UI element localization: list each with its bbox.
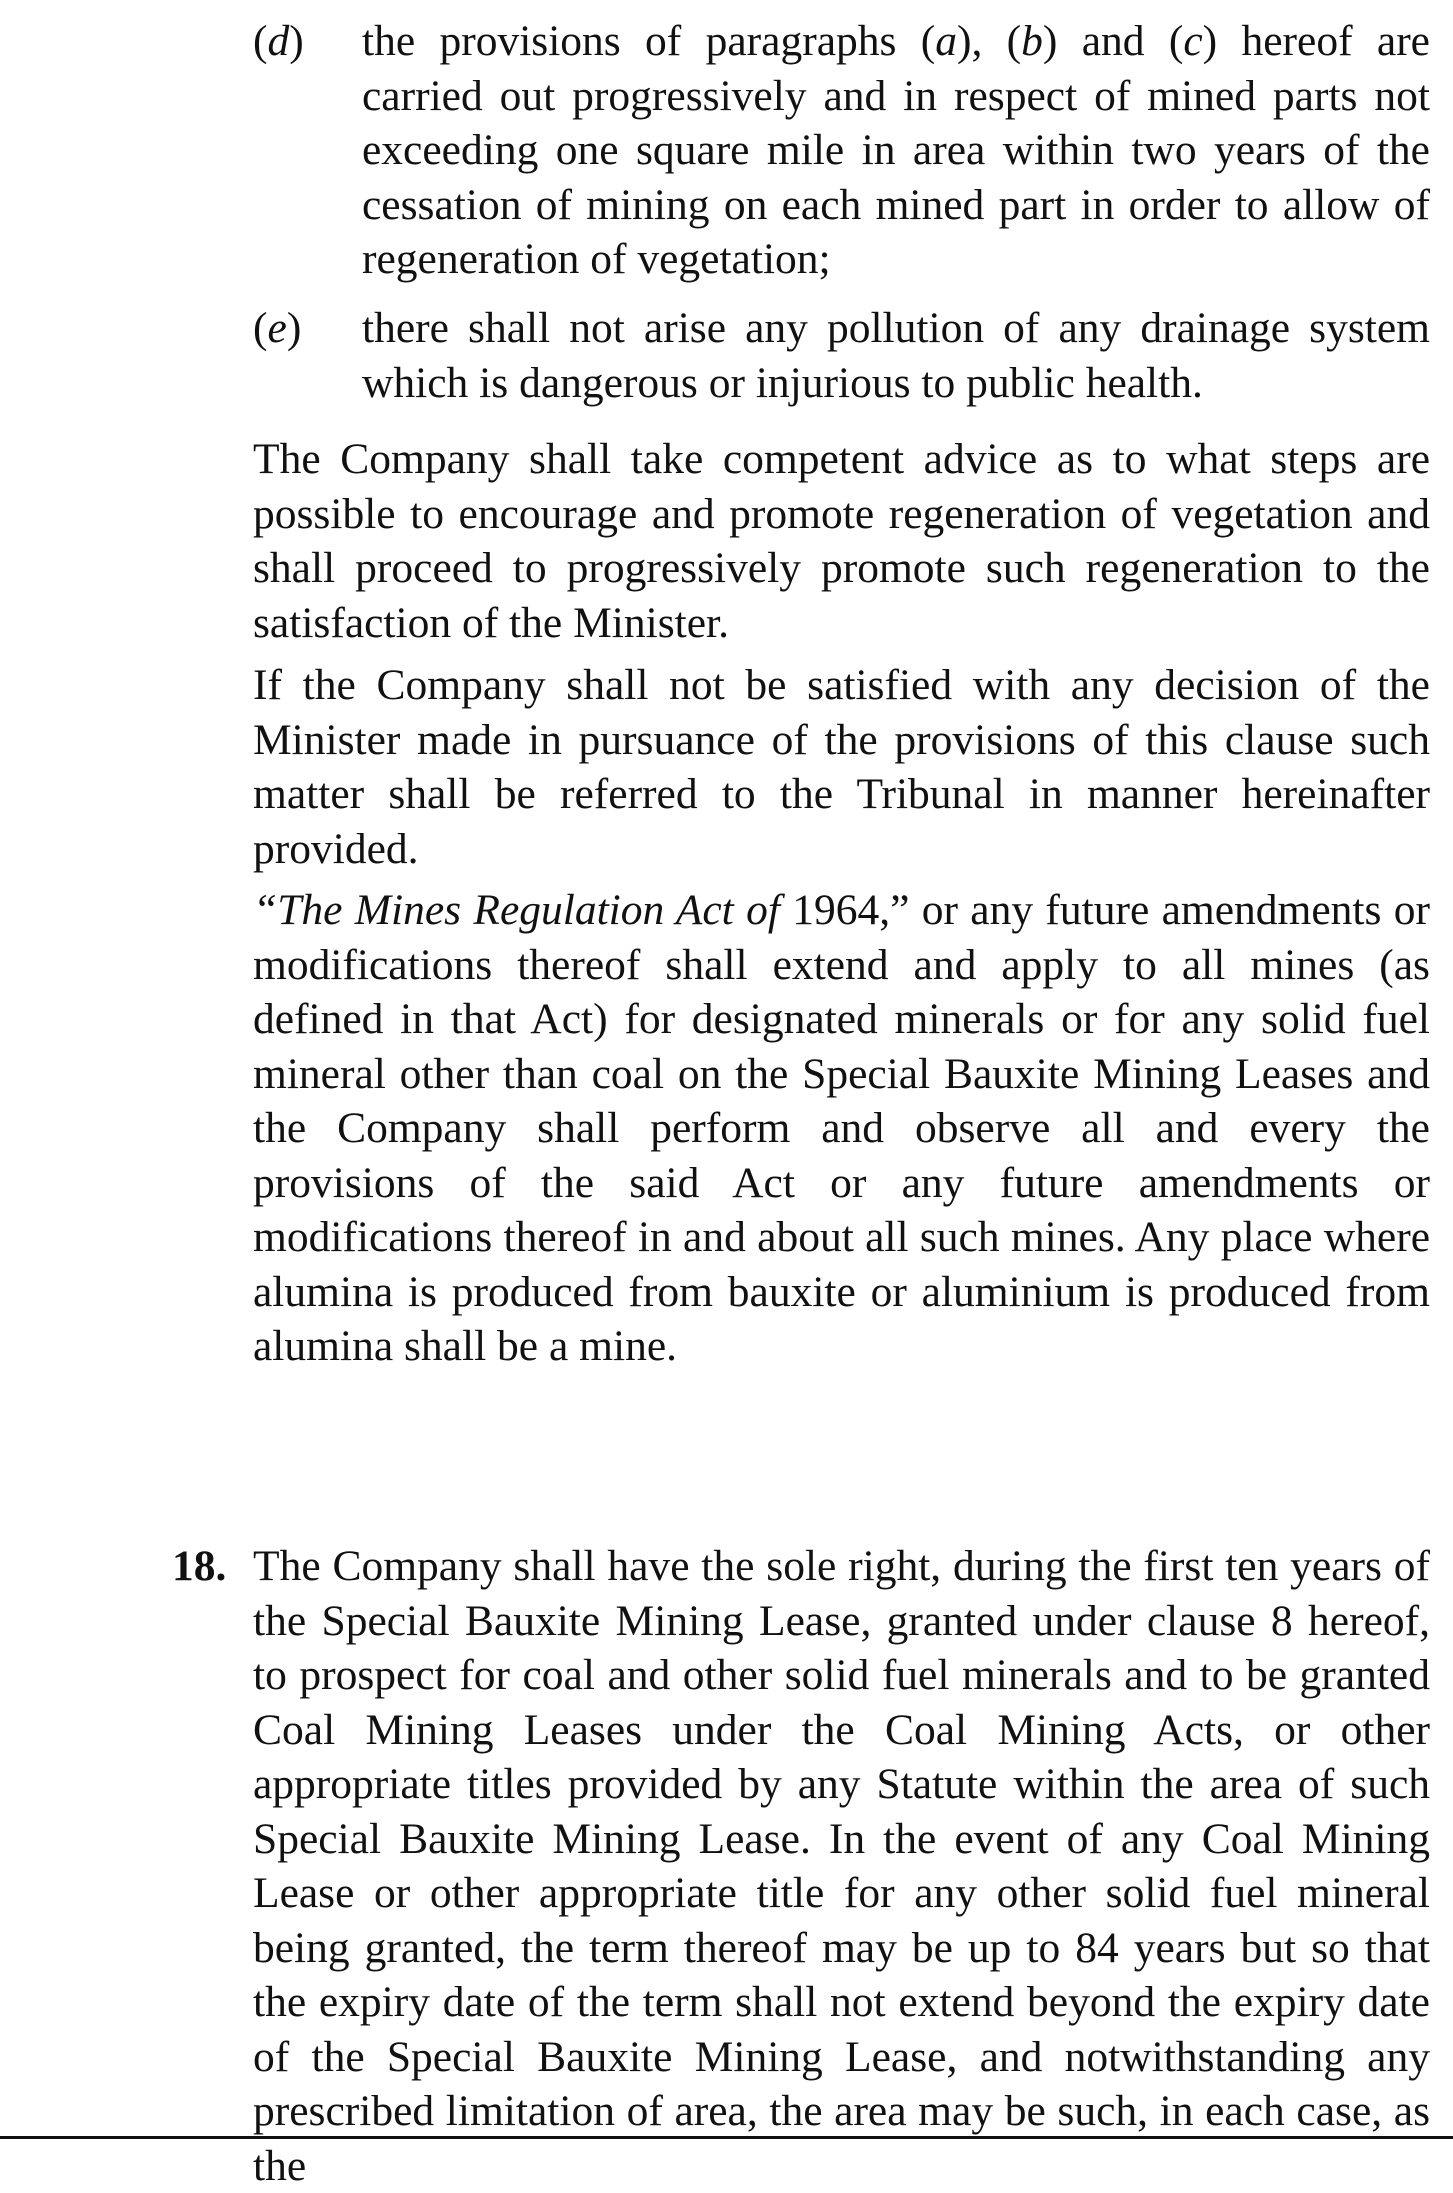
paragraph-regeneration: The Company shall take competent advice as to what steps are possible to encourage and promote regeneration of vegetation and shall proceed to progressively promote such regeneration to the satisfaction of the Minister.	[253, 435, 1430, 647]
item-text-e: there shall not arise any pollution of any drainage system which is dangerous or injurious to public health.	[362, 304, 1430, 407]
paragraph-tribunal: If the Company shall not be satisfied with any decision of the Minister made in pursuance of the provisions of this clause such matter shall be referred to the Tribunal in manner hereinafter provided.	[253, 661, 1430, 873]
paragraph-mines-regulation-act: “The Mines Regulation Act of 1964,” or any future amendments or modifications thereof shall extend and apply to all mines (as defined in that Act) for designated minerals or for any solid fuel mineral other than coal on the Special Bauxite Mining Leases and the Company shall perform and observe all and every the provisions of the said Act or any future amendments or modifications thereof in and about all such mines. Any place where alumina is produced from bauxite or aluminium is produced from alumina shall be a mine.	[253, 886, 1430, 1370]
item-text-d: the provisions of paragraphs (a), (b) and (c) hereof are carried out progressively and in respect of mined parts not exceeding one square mile in area within two years of the cessation of mining on each mined part in order to allow of regeneration of vegetation;	[362, 17, 1430, 283]
list-item-e	[253, 301, 1430, 413]
item-label-d: (d)	[253, 17, 304, 65]
item-label-e: (e)	[253, 304, 302, 352]
footer-rule	[0, 2136, 1453, 2139]
list-item-d	[253, 14, 1430, 294]
clause-number: 18.	[172, 1542, 227, 1590]
clause-text: The Company shall have the sole right, during the first ten years of the Special Bauxite Mining Lease, granted under clause 8 hereof, to prospect for coal and other solid fuel minerals and to be granted Coal Mining Leases under the Coal Mining Acts, or other appropriate titles provided by any Statute within the area of such Special Bauxite Mining Lease. In the event of any Coal Mining Lease or other appropriate title for any other solid fuel mineral being granted, the term thereof may be up to 84 years but so that the expiry date of the term shall not extend beyond the expiry date of the Special Bauxite Mining Lease, and notwithstanding any prescribed limitation of area, the area may be such, in each case, as the	[253, 1542, 1430, 2190]
